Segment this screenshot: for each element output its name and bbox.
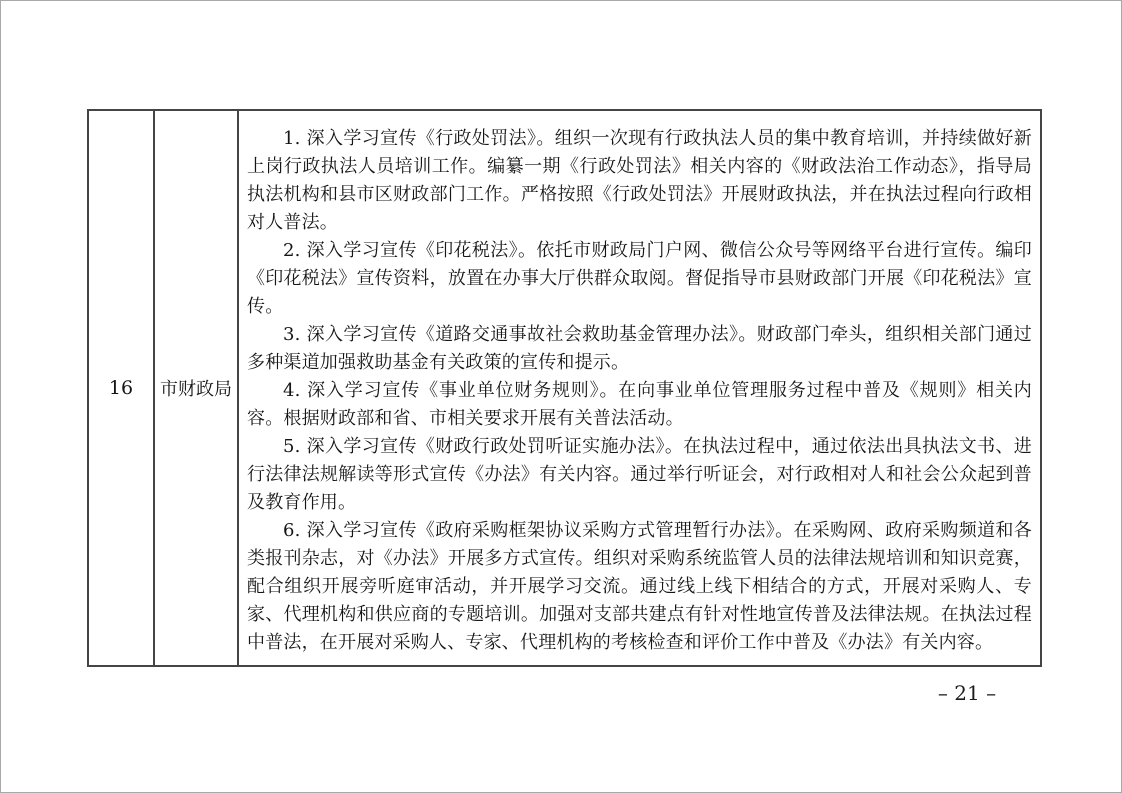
table-row <box>88 110 1041 666</box>
measure-paragraph-4: 4. 深入学习宣传《事业单位财务规则》。在向事业单位管理服务过程中普及《规则》相关内容。根据财政部和省、市相关要求开展有关普法活动。 <box>247 380 1032 429</box>
measure-paragraph-1: 1. 深入学习宣传《行政处罚法》。组织一次现有行政执法人员的集中教育培训，并持续做好新上岗行政执法人员培训工作。编纂一期《行政处罚法》相关内容的《财政法治工作动态》，指导局执法机构和县市区财政部门工作。严格按照《行政处罚法》开展财政执法，并在执法过程向行政相对人普法。 <box>247 128 1032 233</box>
measure-paragraph-5: 5. 深入学习宣传《财政行政处罚听证实施办法》。在执法过程中，通过依法出具执法文书、进行法律法规解读等形式宣传《办法》有关内容。通过举行听证会，对行政相对人和社会公众起到普及教育作用。 <box>247 436 1032 513</box>
row-number-cell: 16 <box>88 110 154 666</box>
page-number: – 21 – <box>937 681 997 705</box>
measures-cell <box>238 110 1041 666</box>
measure-paragraph-2: 2. 深入学习宣传《印花税法》。依托市财政局门户网、微信公众号等网络平台进行宣传。编印《印花税法》宣传资料，放置在办事大厅供群众取阅。督促指导市县财政部门开展《印花税法》宣传。 <box>247 240 1032 317</box>
department-cell: 市财政局 <box>154 110 238 666</box>
work-plan-table <box>87 109 1042 667</box>
measure-paragraph-3: 3. 深入学习宣传《道路交通事故社会救助基金管理办法》。财政部门牵头，组织相关部门通过多种渠道加强救助基金有关政策的宣传和提示。 <box>247 324 1032 373</box>
measure-paragraph-6: 6. 深入学习宣传《政府采购框架协议采购方式管理暂行办法》。在采购网、政府采购频道和各类报刊杂志，对《办法》开展多方式宣传。组织对采购系统监管人员的法律法规培训和知识竞赛，配合组织开展旁听庭审活动，并开展学习交流。通过线上线下相结合的方式，开展对采购人、专家、代理机构和供应商的专题培训。加强对支部共建点有针对性地宣传普及法律法规。在执法过程中普法，在开展对采购人、专家、代理机构的考核检查和评价工作中普及《办法》有关内容。 <box>247 520 1032 653</box>
